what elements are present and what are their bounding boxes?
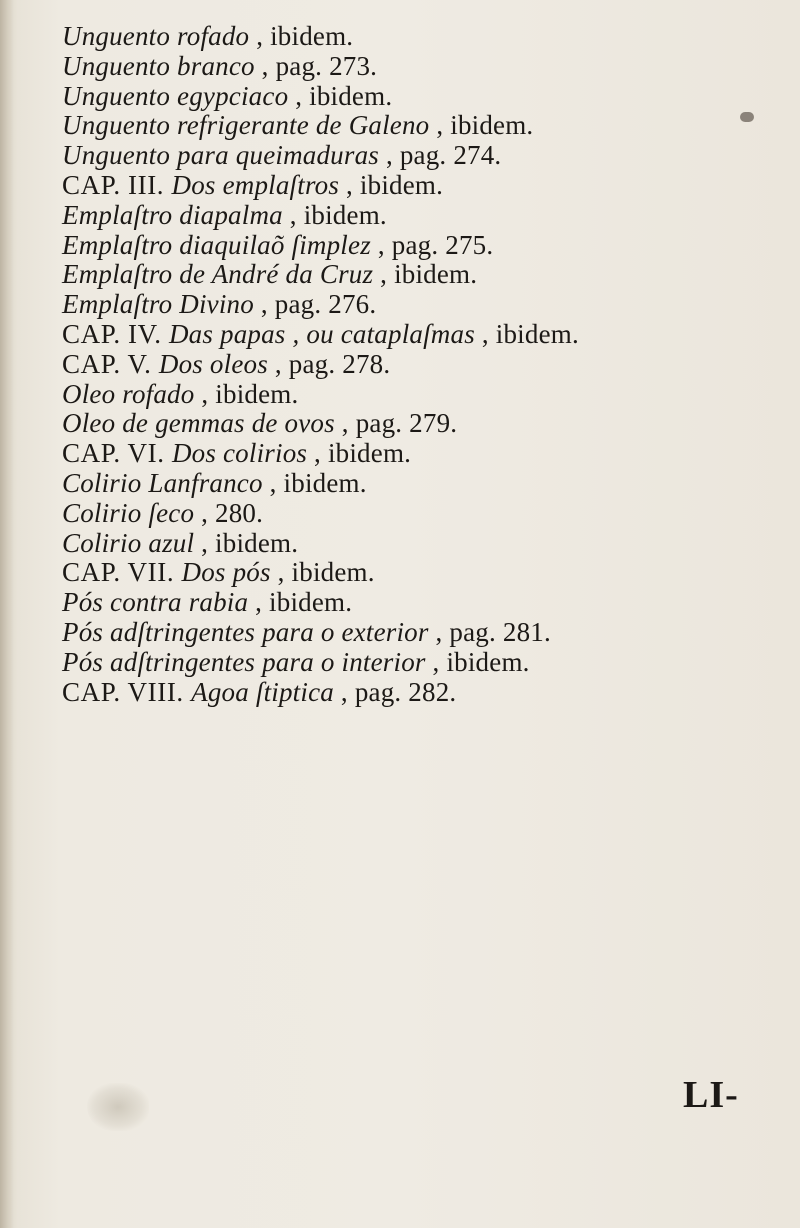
- index-entry: [62, 648, 782, 678]
- index-entry: [62, 82, 782, 112]
- entry-title: Unguento branco: [62, 50, 255, 81]
- paper-stain: [87, 1083, 149, 1131]
- chapter-label: CAP. VII.: [62, 557, 182, 588]
- index-entry: [62, 350, 782, 380]
- index-entry: [62, 171, 782, 201]
- index-entry: [62, 141, 782, 171]
- index-entry: [62, 588, 782, 618]
- index-entry: [62, 290, 782, 320]
- index-entry: [62, 618, 782, 648]
- entry-title: Das papas , ou cataplaſmas: [168, 318, 475, 349]
- entry-title: Colirio azul: [62, 527, 195, 558]
- chapter-label: CAP. VI.: [62, 438, 172, 469]
- entry-page-ref: , ibidem.: [194, 378, 299, 409]
- entry-title: Oleo de gemmas de ovos: [62, 408, 335, 439]
- chapter-label: CAP. III.: [62, 169, 172, 200]
- entry-title: Dos oleos: [158, 348, 268, 379]
- entry-title: Pós contra rabia: [62, 587, 249, 618]
- catchword: LI-: [683, 1074, 739, 1116]
- chapter-label: CAP. V.: [62, 348, 159, 379]
- entry-page-ref: , ibidem.: [262, 467, 367, 498]
- entry-page-ref: , 280.: [194, 497, 264, 528]
- index-entry: [62, 558, 782, 588]
- entry-title: Unguento rofado: [62, 21, 250, 51]
- page-spine-shadow: [0, 0, 14, 1228]
- chapter-label: CAP. IV.: [62, 318, 169, 349]
- entry-title: Pós adſtringentes para o exterior: [62, 616, 429, 647]
- index-entry: [62, 201, 782, 231]
- entry-title: Emplaſtro diapalma: [62, 199, 283, 230]
- index-entry: [62, 529, 782, 559]
- chapter-label: CAP. VIII.: [62, 676, 192, 707]
- index-entry: [62, 231, 782, 261]
- entry-page-ref: , ibidem.: [425, 646, 530, 677]
- entry-page-ref: , ibidem.: [339, 169, 444, 200]
- entry-title: Emplaſtro Divino: [62, 289, 254, 320]
- entry-page-ref: , ibidem.: [248, 587, 353, 618]
- entry-page-ref: , pag. 279.: [334, 408, 458, 439]
- index-entry: [62, 469, 782, 499]
- entry-page-ref: , ibidem.: [307, 438, 412, 469]
- entry-page-ref: , ibidem.: [249, 21, 354, 51]
- entry-title: Agoa ſtiptica: [191, 676, 334, 707]
- entry-title: Dos pós: [181, 557, 271, 588]
- entry-title: Dos emplaſtros: [171, 169, 340, 200]
- index-entry: [62, 409, 782, 439]
- index-entries: [62, 22, 782, 707]
- index-entry: [62, 380, 782, 410]
- entry-page-ref: , ibidem.: [194, 527, 299, 558]
- index-entry: [62, 320, 782, 350]
- entry-title: Pós adſtringentes para o interior: [62, 646, 426, 677]
- entry-page-ref: , ibidem.: [373, 259, 478, 290]
- index-entry: [62, 439, 782, 469]
- index-entry: [62, 260, 782, 290]
- entry-title: Emplaſtro diaquilaõ ſimplez: [62, 229, 371, 260]
- index-entry: [62, 22, 782, 52]
- entry-page-ref: , ibidem.: [270, 557, 375, 588]
- entry-page-ref: , pag. 281.: [428, 616, 551, 647]
- index-entry: [62, 52, 782, 82]
- index-entry: [62, 111, 782, 141]
- entry-title: Unguento para queimaduras: [62, 140, 379, 171]
- entry-page-ref: , pag. 278.: [267, 348, 391, 379]
- entry-page-ref: , pag. 274.: [379, 140, 502, 171]
- entry-page-ref: , pag. 273.: [254, 50, 378, 81]
- index-entry: [62, 499, 782, 529]
- entry-page-ref: , pag. 282.: [333, 676, 457, 707]
- entry-page-ref: , ibidem.: [474, 318, 579, 349]
- entry-title: Oleo rofado: [62, 378, 195, 409]
- index-entry: [62, 678, 782, 708]
- entry-title: Colirio Lanfranco: [62, 467, 263, 498]
- entry-page-ref: , pag. 276.: [253, 289, 377, 320]
- entry-title: Unguento refrigerante de Galeno: [62, 110, 430, 141]
- entry-title: Dos colirios: [171, 438, 308, 469]
- entry-page-ref: , ibidem.: [282, 199, 387, 230]
- entry-page-ref: , pag. 275.: [370, 229, 494, 260]
- entry-page-ref: , ibidem.: [429, 110, 534, 141]
- entry-title: Unguento egypciaco: [62, 80, 289, 111]
- entry-title: Emplaſtro de André da Cruz: [62, 259, 374, 290]
- entry-title: Colirio ſeco: [62, 497, 195, 528]
- entry-page-ref: , ibidem.: [288, 80, 393, 111]
